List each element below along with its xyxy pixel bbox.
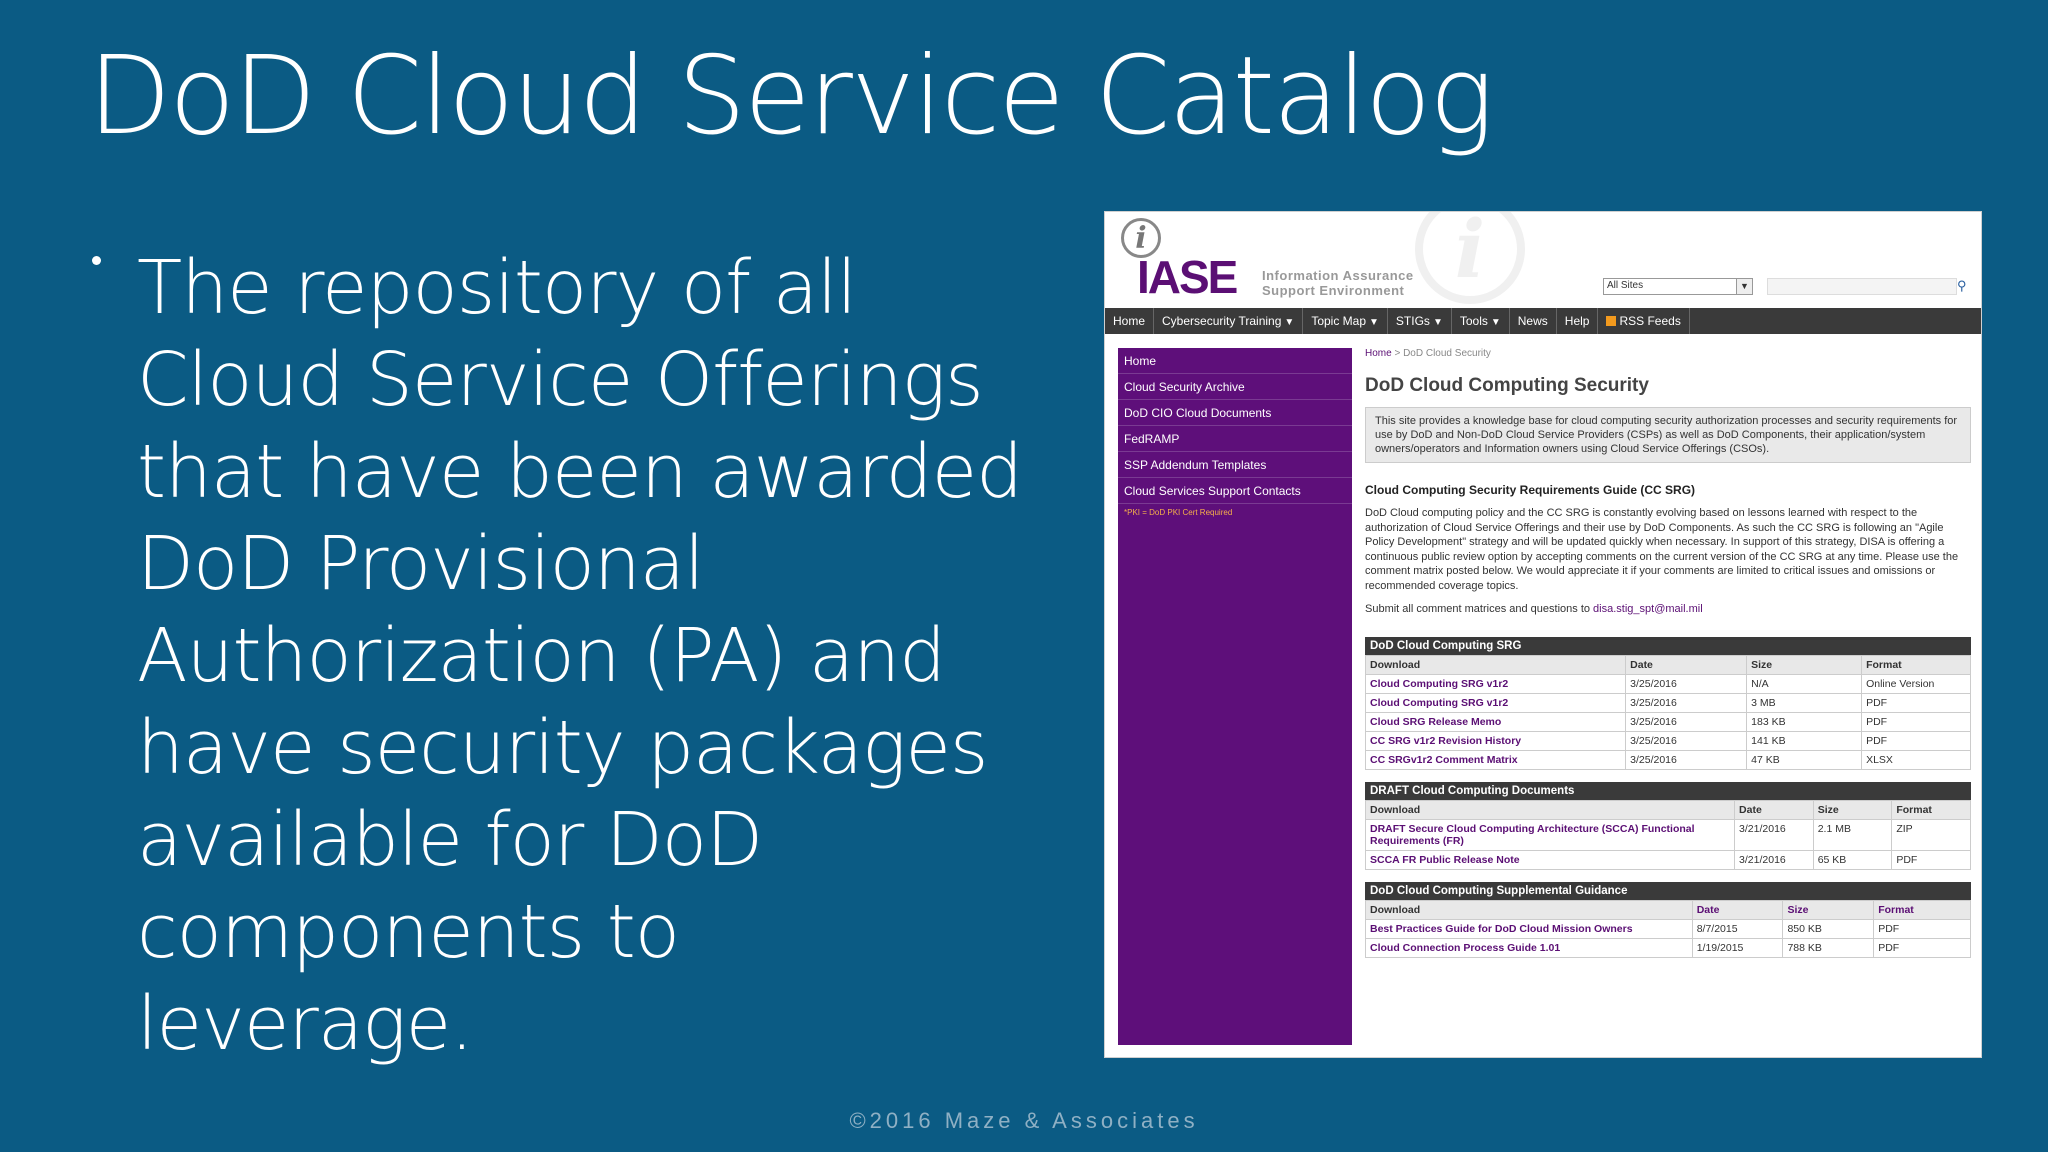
download-link[interactable]: Cloud Computing SRG v1r2 bbox=[1366, 693, 1626, 712]
table-row bbox=[1366, 731, 1971, 750]
page-title: DoD Cloud Computing Security bbox=[1365, 375, 1649, 396]
col-date: Date bbox=[1626, 655, 1747, 674]
breadcrumb-current: > DoD Cloud Security bbox=[1391, 348, 1491, 359]
site-scope-select[interactable] bbox=[1603, 278, 1753, 295]
cell-date: 3/25/2016 bbox=[1626, 712, 1747, 731]
cell-date: 3/21/2016 bbox=[1735, 850, 1814, 869]
col-download: Download bbox=[1366, 800, 1735, 819]
cell-format: ZIP bbox=[1892, 819, 1971, 850]
col-date[interactable]: Date bbox=[1692, 900, 1783, 919]
table-row bbox=[1366, 712, 1971, 731]
nav-rss-feeds[interactable] bbox=[1598, 308, 1689, 334]
breadcrumb-home-link[interactable]: Home bbox=[1365, 348, 1392, 359]
cell-format: PDF bbox=[1862, 693, 1971, 712]
cell-size: 788 KB bbox=[1783, 938, 1874, 957]
download-link[interactable]: CC SRG v1r2 Revision History bbox=[1366, 731, 1626, 750]
caret-down-icon: ▼ bbox=[1432, 317, 1443, 328]
sidebar-item-cloud-security-archive[interactable]: Cloud Security Archive bbox=[1118, 374, 1352, 400]
supplemental-guidance-table bbox=[1365, 882, 1971, 958]
sidebar-item-cloud-services-support-contacts[interactable]: Cloud Services Support Contacts bbox=[1118, 478, 1352, 504]
download-link[interactable]: Cloud SRG Release Memo bbox=[1366, 712, 1626, 731]
sidebar-item-ssp-addendum-templates[interactable]: SSP Addendum Templates bbox=[1118, 452, 1352, 478]
col-size: Size bbox=[1747, 655, 1862, 674]
download-link[interactable]: DRAFT Secure Cloud Computing Architecture (SCCA) Functional Requirements (FR) bbox=[1366, 819, 1735, 850]
intro-box: This site provides a knowledge base for cloud computing security authorization processes and security requirements for use by DoD and Non-DoD Cloud Service Providers (CSPs) as well as DoD Components, their application/system owners/operators and Information owners using Cloud Service Offerings (CSOs). bbox=[1365, 407, 1971, 463]
srg-description: DoD Cloud computing policy and the CC SRG is constantly evolving based on lessons learned with respect to the authorization of Cloud Service Offerings and their use by DoD Components. As such the CC SRG is following an "Agile Policy Development" strategy and will be updated quickly when necessary. In support of this strategy, DISA is offering a continuous public review option by accepting comments on the current version of the CC SRG at any time. Please use the comment matrix posted below. We would appreciate it if your comments are limited to critical issues and omissions or recommended coverage topics. bbox=[1365, 507, 1959, 592]
sidebar-item-dod-cio-cloud-documents[interactable]: DoD CIO Cloud Documents bbox=[1118, 400, 1352, 426]
website-main-content bbox=[1365, 348, 1971, 958]
srg-heading: Cloud Computing Security Requirements Guide (CC SRG) bbox=[1365, 483, 1696, 497]
table-row bbox=[1366, 850, 1971, 869]
cell-size: 47 KB bbox=[1747, 750, 1862, 769]
nav-tools[interactable] bbox=[1452, 308, 1510, 334]
cell-format: PDF bbox=[1862, 712, 1971, 731]
table-row bbox=[1366, 693, 1971, 712]
cell-format: PDF bbox=[1874, 938, 1971, 957]
download-link[interactable]: Cloud Computing SRG v1r2 bbox=[1366, 674, 1626, 693]
cell-size: 3 MB bbox=[1747, 693, 1862, 712]
download-link[interactable]: Cloud Connection Process Guide 1.01 bbox=[1366, 938, 1693, 957]
col-format: Format bbox=[1892, 800, 1971, 819]
nav-help-label: Help bbox=[1564, 314, 1590, 328]
table-row bbox=[1366, 919, 1971, 938]
search-icon[interactable]: ⚲ bbox=[1957, 278, 1967, 293]
website-header bbox=[1105, 212, 1981, 308]
nav-training-label: Cybersecurity Training bbox=[1162, 314, 1282, 328]
caret-down-icon: ▼ bbox=[1369, 317, 1379, 328]
cell-date: 3/25/2016 bbox=[1626, 693, 1747, 712]
nav-cybersecurity-training[interactable] bbox=[1154, 308, 1303, 334]
col-size: Size bbox=[1813, 800, 1892, 819]
cell-size: 2.1 MB bbox=[1813, 819, 1892, 850]
info-watermark-icon: i bbox=[1415, 212, 1525, 304]
nav-news[interactable] bbox=[1510, 308, 1557, 334]
cell-size: N/A bbox=[1747, 674, 1862, 693]
submit-line bbox=[1365, 602, 1971, 617]
website-nav-bar bbox=[1105, 308, 1981, 334]
rss-icon bbox=[1606, 316, 1616, 326]
table-row bbox=[1366, 938, 1971, 957]
iase-logo-subtitle bbox=[1262, 268, 1414, 298]
nav-news-label: News bbox=[1517, 314, 1548, 328]
cell-size: 141 KB bbox=[1747, 731, 1862, 750]
sidebar-item-fedramp[interactable]: FedRAMP bbox=[1118, 426, 1352, 452]
caret-down-icon: ▼ bbox=[1284, 317, 1295, 328]
site-scope-value: All Sites bbox=[1607, 280, 1644, 291]
nav-tools-label: Tools bbox=[1459, 314, 1488, 328]
logo-subtitle-line-1: Information Assurance bbox=[1262, 268, 1414, 283]
caret-down-icon: ▼ bbox=[1490, 317, 1501, 328]
cell-size: 850 KB bbox=[1783, 919, 1874, 938]
draft-docs-table bbox=[1365, 782, 1971, 870]
cell-format: PDF bbox=[1892, 850, 1971, 869]
iase-logo[interactable]: IASE bbox=[1137, 251, 1237, 303]
table-row bbox=[1366, 819, 1971, 850]
slide-footer: ©2016 Maze & Associates bbox=[849, 1108, 1199, 1133]
col-format[interactable]: Format bbox=[1874, 900, 1971, 919]
cell-date: 3/25/2016 bbox=[1626, 731, 1747, 750]
nav-rss-label: RSS Feeds bbox=[1619, 314, 1681, 328]
chevron-down-icon: ▼ bbox=[1736, 279, 1752, 294]
bullet-dot bbox=[92, 256, 101, 265]
table-caption: DoD Cloud Computing SRG bbox=[1365, 637, 1971, 655]
cell-format: PDF bbox=[1874, 919, 1971, 938]
submit-text: Submit all comment matrices and questions to bbox=[1365, 603, 1594, 615]
nav-stigs-label: STIGs bbox=[1395, 314, 1430, 328]
cell-date: 8/7/2015 bbox=[1692, 919, 1783, 938]
slide-title: DoD Cloud Service Catalog bbox=[88, 34, 1493, 159]
nav-home[interactable] bbox=[1105, 308, 1154, 334]
download-link[interactable]: Best Practices Guide for DoD Cloud Mission Owners bbox=[1366, 919, 1693, 938]
logo-subtitle-line-2: Support Environment bbox=[1262, 283, 1405, 298]
cell-format: PDF bbox=[1862, 731, 1971, 750]
sidebar-item-home[interactable]: Home bbox=[1118, 348, 1352, 374]
col-date: Date bbox=[1735, 800, 1814, 819]
table-caption: DRAFT Cloud Computing Documents bbox=[1365, 782, 1971, 800]
bullet-text: The repository of all Cloud Service Offerings that have been awarded DoD Provisional Authorization (PA) and have security packages available for DoD components to leverage. bbox=[137, 245, 1023, 1067]
cell-date: 3/21/2016 bbox=[1735, 819, 1814, 850]
site-search-input[interactable] bbox=[1767, 278, 1957, 295]
table-row bbox=[1366, 674, 1971, 693]
nav-topic-map-label: Topic Map bbox=[1311, 314, 1367, 328]
download-link[interactable]: SCCA FR Public Release Note bbox=[1366, 850, 1735, 869]
cell-date: 3/25/2016 bbox=[1626, 674, 1747, 693]
table-caption: DoD Cloud Computing Supplemental Guidance bbox=[1365, 882, 1971, 900]
info-logo-icon: i bbox=[1121, 218, 1161, 258]
nav-home-label: Home bbox=[1113, 314, 1146, 328]
cell-size: 65 KB bbox=[1813, 850, 1892, 869]
col-download: Download bbox=[1366, 900, 1693, 919]
nav-topic-map[interactable] bbox=[1303, 308, 1388, 334]
col-size[interactable]: Size bbox=[1783, 900, 1874, 919]
cell-size: 183 KB bbox=[1747, 712, 1862, 731]
nav-help[interactable] bbox=[1557, 308, 1599, 334]
cell-format: XLSX bbox=[1862, 750, 1971, 769]
sidebar-pki-note: *PKI = DoD PKI Cert Required bbox=[1124, 508, 1233, 517]
srg-table bbox=[1365, 637, 1971, 770]
cell-format: Online Version bbox=[1862, 674, 1971, 693]
table-row bbox=[1366, 750, 1971, 769]
email-link[interactable]: disa.stig_spt@mail.mil bbox=[1593, 603, 1703, 615]
breadcrumb bbox=[1365, 348, 1971, 359]
website-sidebar bbox=[1118, 348, 1352, 1045]
col-format: Format bbox=[1862, 655, 1971, 674]
nav-stigs[interactable] bbox=[1388, 308, 1452, 334]
website-screenshot bbox=[1105, 212, 1981, 1057]
download-link[interactable]: CC SRGv1r2 Comment Matrix bbox=[1366, 750, 1626, 769]
cell-date: 1/19/2015 bbox=[1692, 938, 1783, 957]
cell-date: 3/25/2016 bbox=[1626, 750, 1747, 769]
col-download: Download bbox=[1366, 655, 1626, 674]
